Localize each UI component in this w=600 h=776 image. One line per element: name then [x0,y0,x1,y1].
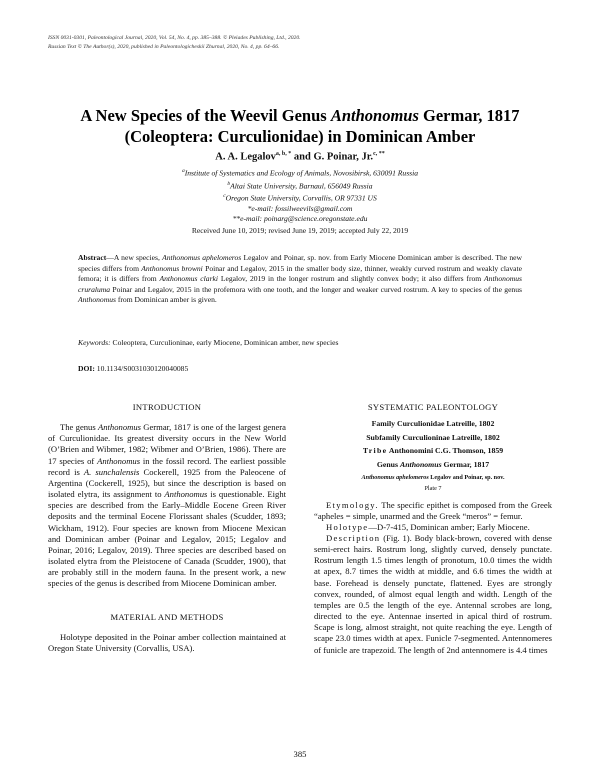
article-title [40,105,560,147]
methods-heading: MATERIAL AND METHODS [110,611,224,622]
abstract-species: Anthonomus cruraluma [78,274,522,294]
abstract-text: Poinar and Legalov, 2015 in the smaller body size, thinner, weakly curved rostrum and weakly clavate femora; it is differs from [78,263,522,284]
title-line-2: (Coleoptera: Curculionidae) in Dominican Amber [124,127,476,146]
journal-header-line-2: Russian Text © The Author(s), 2020, published in Paleontologicheskii Zhurnal, 2020, No. 4, pp. 64–66. [48,44,280,50]
affiliation-c-text: Oregon State University, Corvallis, OR 97331 US [225,194,377,203]
introduction-paragraph: The genus Anthonomus Germar, 1817 is one of the largest genera of Curculionidae. Its greatest diversity occurs in the New World (O’Brien and Wibmer, 1982; Wibmer and O’Brien, 1986). There are 17 species of Anthonomus in the fossil record. The earliest possible record is A. sunchalensis Cockerell, 1925 from the Paleocene of Argentina (Cockerell, 1925), but since the description is based on isolated elytra, its assignment to Anthonomus is questionable. Eight species are described from the Early–Middle Eocene Green River deposits and the terminal Eocene Florissant shales (Scudder, 1893; Wickham, 1912). Four species are known from Miocene Mexican and Dominican amber (Poinar and Legalov, 2015; Legalov and Poinar, 2016; Legalov, 2019). Three species are described based on isolated elytra from the Pleistocene of Canada (Scudder, 1900), that are probably still in the modern fauna. In the present work, a new species of the genus is described from Miocene Dominican amber. [48,422,286,589]
abstract-label: Abstract [78,253,107,262]
author-1-marks: a, b, * [275,151,292,157]
author-2: G. Poinar, Jr. [313,151,374,163]
abstract-species: Anthonomus clarki [159,274,219,284]
keywords-text: Coleoptera, Curculioninae, early Miocene, Dominican amber, new species [110,338,339,347]
received-dates: Received June 10, 2019; revised June 19, 2019; accepted July 22, 2019 [191,226,409,235]
genus-line: Genus Anthonomus Germar, 1817 [376,459,490,469]
author-1: A. A. Legalov [215,151,276,163]
abstract-text: from Dominican amber is given. [115,295,217,305]
doi-label: DOI: [78,364,95,373]
abstract-genus: Anthonomus [78,295,116,305]
affiliation-a-text: Institute of Systematics and Ecology of Animals, Novosibirsk, 630091 Russia [184,168,419,178]
systematics-heading: SYSTEMATIC PALEONTOLOGY [367,402,499,412]
title-genus: Anthonomus [330,106,419,125]
etymology-paragraph: Etymology. The specific epithet is composed from the Greek “apheles = simple, unarmed and the Greek “meros” = femur. [314,499,552,521]
abstract-text: —A new species, [106,253,163,262]
description-paragraph: Description (Fig. 1). Body black-brown, covered with dense semi-erect hairs. Rostrum long, slightly curved, densely punctate. Rostrum length 1.5 times length of pronotum, 10.0 times the width at apex, 8.7 times the width at middle, and 6.6 times the width at base. Forehead is densely punctate, flattened. Eyes are strongly convex, rounded, of almost equal length and width. Length of the temples are 0.5 the length of the eye. Antennal scrobes are long, directed to the eye. Antennae inserted in apical third of rostrum. Scape is long, almost straight, not quite reaching the eye. Length of scape 23.0 times width at apex. Funicle 7-segmented. Antennomeres of funicle are trapezoid. The length of 2nd antennomere is 4.4 times [314,533,552,655]
abstract-species: Anthonomus aphelomeros [162,253,242,262]
subfamily-line: Subfamily Curculioninae Latreille, 1802 [366,432,500,442]
affiliations [0,166,600,225]
doi [78,364,522,373]
affiliation-c [0,191,600,204]
abstract-text: Legalov, 2019 in the longer rostrum and slightly convex body; it also differs from [218,274,485,284]
affiliation-c-mark: c [223,193,226,200]
plate-reference: Plate 7 [424,484,442,492]
methods-paragraph: Holotype deposited in the Poinar amber collection maintained at Oregon State University (Corvallis, USA). [48,631,286,653]
keywords [78,338,522,347]
abstract-text: Legalov and Poinar, sp. nov. from Early Miocene Dominican amber is described. The new species differs from [78,253,522,273]
email-2: **e-mail: poinarg@science.oregonstate.edu [232,214,368,224]
title-text-end: Germar, 1817 [418,106,520,125]
doi-value: 10.1134/S0031030120040085 [94,364,189,373]
affiliation-b [0,179,600,192]
left-column [48,402,286,654]
journal-header [48,34,301,52]
email-1: *e-mail: fossilweevils@gmail.com [247,204,353,214]
tribe-line: Tribe Anthonomini C.G. Thomson, 1859 [362,446,504,456]
right-column [314,402,552,656]
affiliation-a-mark: a [181,168,185,174]
affiliation-b-text: Altai State University, Barnaul, 656049 Russia [230,181,373,191]
affiliation-a [0,166,600,179]
species-line: Anthonomus aphelomeros Legalov and Poinar, sp. nov. [361,473,505,481]
author-list [0,151,600,163]
title-text: A New Species of the Weevil Genus [80,106,331,125]
abstract-species: Anthonomus browni [141,263,203,273]
affiliation-b-mark: b [227,180,231,187]
journal-header-line-1: ISSN 0031-0301, Paleontological Journal, 2020, Vol. 54, No. 4, pp. 385–388. © Pleiades Publishing, Ltd., 2020. [48,35,301,41]
author-conjunction: and [291,151,314,163]
holotype-paragraph: Holotype—D-7-415, Dominican amber; Early Miocene. [326,521,530,532]
author-2-marks: c, ** [373,151,385,157]
introduction-heading: INTRODUCTION [132,402,202,412]
keywords-label: Keywords: [78,338,111,347]
page-number: 385 [293,749,307,759]
abstract [78,253,522,306]
family-line: Family Curculionidae Latreille, 1802 [371,419,495,429]
abstract-text: Poinar and Legalov, 2015 in the profemora with one tooth, and the longer and weaker curved rostrum. A key to species of the genus [110,284,522,294]
